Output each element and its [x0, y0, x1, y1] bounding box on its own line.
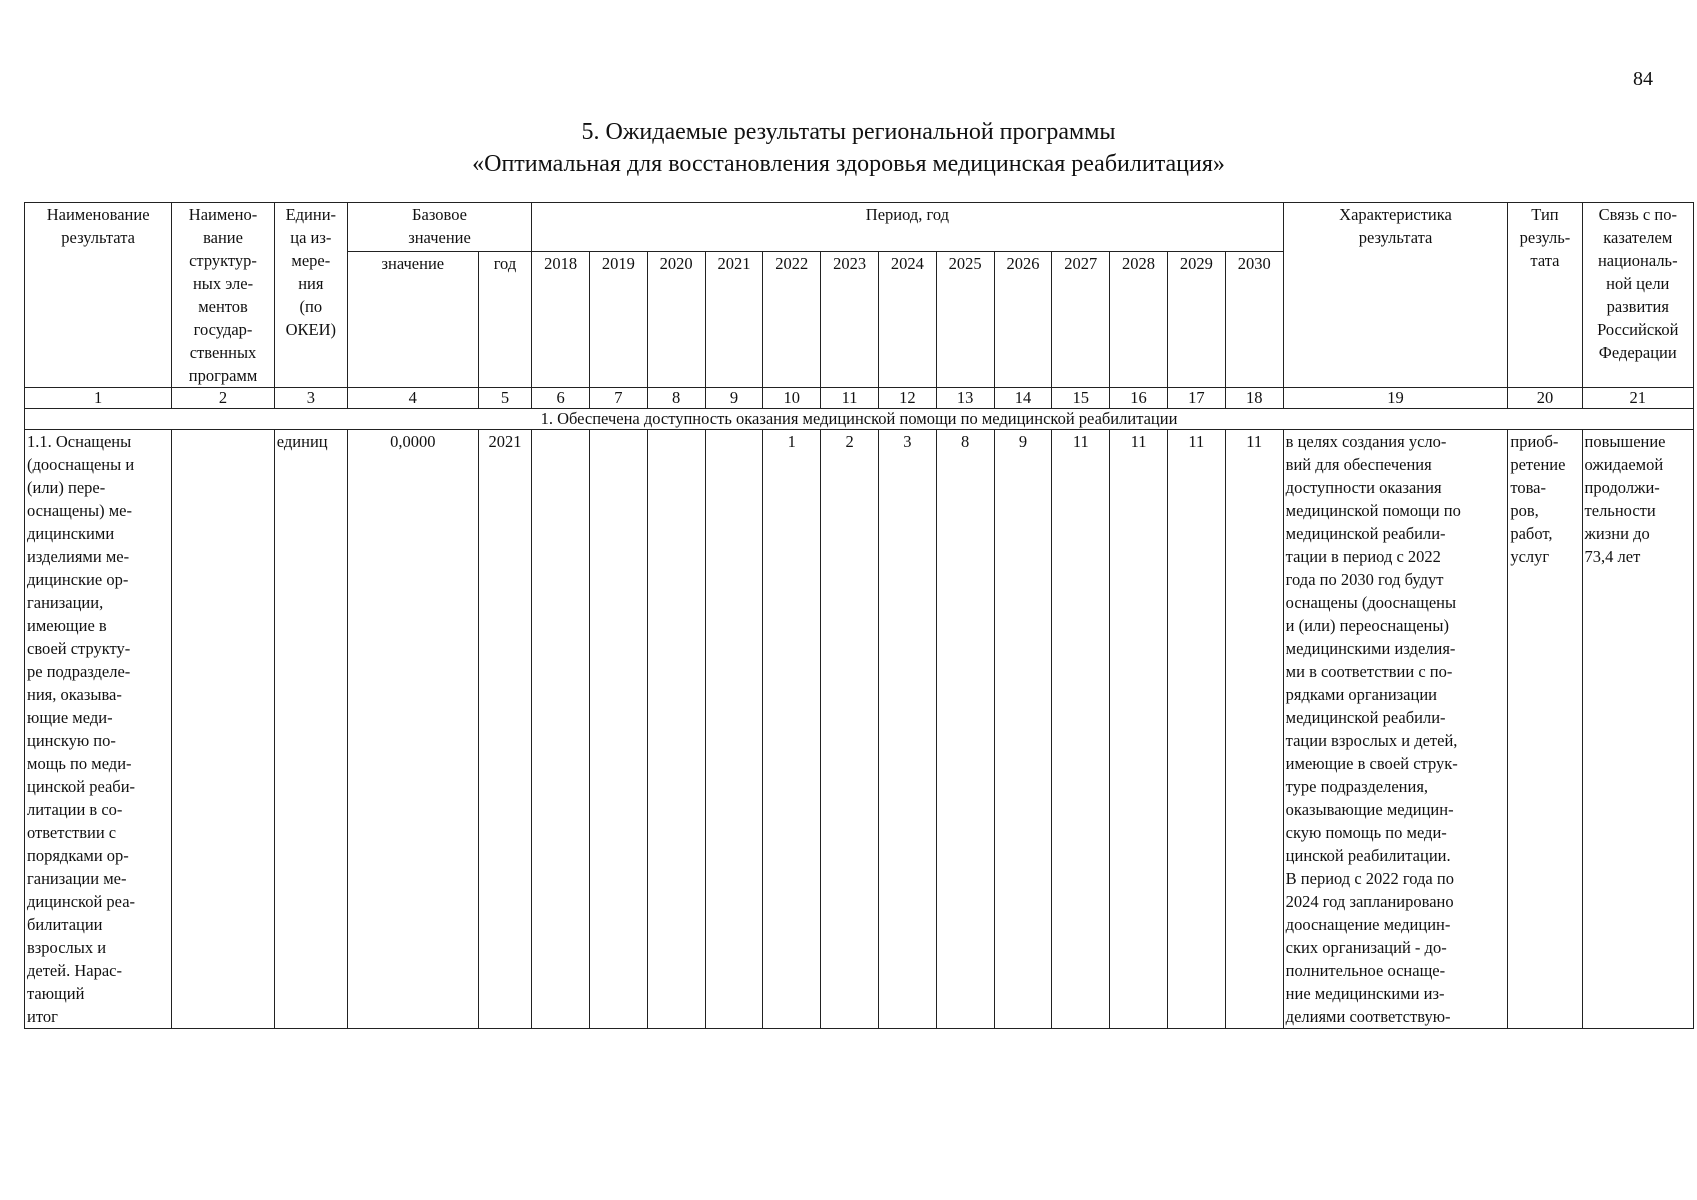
header-year: 2020	[647, 252, 705, 388]
year-value-cell: 11	[1052, 430, 1110, 1029]
column-number: 11	[821, 388, 879, 409]
title-line-1: 5. Ожидаемые результаты региональной программы	[581, 119, 1116, 145]
header-year: 2019	[589, 252, 647, 388]
year-value-cell: 1	[763, 430, 821, 1029]
characteristic-cell: в целях создания усло- вий для обеспечения доступности оказания медицинской помощи по медицинской реабили- тации в период с 2022 года по 2030 год будут оснащены (дооснащены и (или) переоснащены) медицинскими изделия- ми в соответствии с по- рядками организации медицинской реабили- тации взрослых и детей, имеющие в своей струк- туре подразделения, оказывающие медицин- скую помощь по меди- цинской реабилитации. В период с 2022 года по 2024 год запланировано дооснащение медицин- ских организаций - до- полнительное оснаще- ние медицинскими из- делиями соответствую-	[1283, 430, 1508, 1029]
header-year: 2022	[763, 252, 821, 388]
column-number: 12	[878, 388, 936, 409]
page-number: 84	[1633, 68, 1653, 90]
results-table	[24, 202, 1694, 1029]
header-type: Тип резуль- тата	[1508, 203, 1582, 388]
column-number: 9	[705, 388, 763, 409]
year-value-cell: 8	[936, 430, 994, 1029]
column-number: 1	[25, 388, 172, 409]
column-number: 15	[1052, 388, 1110, 409]
result-name-cell: 1.1. Оснащены (дооснащены и (или) пере- оснащены) ме- дицинскими изделиями ме- дицинские ор- ганизации, имеющие в своей структу- ре подразделе- ния, оказыва- ющие меди- цинскую по- мощь по меди- цинской реаби- литации в со- ответствии с порядками ор- ганизации ме- дицинской реа- билитации взрослых и детей. Нарас- тающий итог	[25, 430, 172, 1029]
year-value-cell: 11	[1110, 430, 1168, 1029]
base-year-cell: 2021	[478, 430, 531, 1029]
header-unit: Едини- ца из- мере- ния (по ОКЕИ)	[274, 203, 347, 388]
year-value-cell	[589, 430, 647, 1029]
struct-cell	[172, 430, 275, 1029]
column-number: 2	[172, 388, 275, 409]
base-value-cell: 0,0000	[347, 430, 478, 1029]
year-value-cell	[532, 430, 590, 1029]
header-year: 2027	[1052, 252, 1110, 388]
year-value-cell	[647, 430, 705, 1029]
national-goal-link-cell: повышение ожидаемой продолжи- тельности жизни до 73,4 лет	[1582, 430, 1693, 1029]
column-number: 3	[274, 388, 347, 409]
column-number: 19	[1283, 388, 1508, 409]
header-link: Связь с по- казателем националь- ной цели развития Российской Федерации	[1582, 203, 1693, 388]
year-value-cell: 2	[821, 430, 879, 1029]
column-number: 13	[936, 388, 994, 409]
column-number: 16	[1110, 388, 1168, 409]
column-number: 14	[994, 388, 1052, 409]
header-year: 2024	[878, 252, 936, 388]
header-base: Базовое значение	[347, 203, 531, 252]
header-name: Наименование результата	[25, 203, 172, 388]
column-number: 8	[647, 388, 705, 409]
header-year: 2029	[1167, 252, 1225, 388]
column-number: 18	[1225, 388, 1283, 409]
header-year: 2026	[994, 252, 1052, 388]
header-period: Период, год	[532, 203, 1283, 252]
section-title: 1. Обеспечена доступность оказания медицинской помощи по медицинской реабилитации	[25, 409, 1694, 430]
header-characteristic: Характеристика результата	[1283, 203, 1508, 388]
header-base-value: значение	[347, 252, 478, 388]
year-value-cell: 11	[1167, 430, 1225, 1029]
column-number-row	[25, 388, 1694, 409]
column-number: 21	[1582, 388, 1693, 409]
column-number: 5	[478, 388, 531, 409]
header-year: 2018	[532, 252, 590, 388]
header-year: 2028	[1110, 252, 1168, 388]
header-year: 2023	[821, 252, 879, 388]
column-number: 20	[1508, 388, 1582, 409]
table-row	[25, 430, 1694, 1029]
result-type-cell: приоб- ретение това- ров, работ, услуг	[1508, 430, 1582, 1029]
header-year: 2030	[1225, 252, 1283, 388]
year-value-cell: 11	[1225, 430, 1283, 1029]
document-title	[0, 116, 1697, 180]
header-struct: Наимено- вание структур- ных эле- ментов государ- ственных программ	[172, 203, 275, 388]
title-line-2: «Оптимальная для восстановления здоровья медицинская реабилитация»	[472, 151, 1225, 177]
column-number: 17	[1167, 388, 1225, 409]
header-year: 2025	[936, 252, 994, 388]
column-number: 10	[763, 388, 821, 409]
header-year: 2021	[705, 252, 763, 388]
year-value-cell: 9	[994, 430, 1052, 1029]
column-number: 7	[589, 388, 647, 409]
year-value-cell	[705, 430, 763, 1029]
column-number: 6	[532, 388, 590, 409]
header-base-year: год	[478, 252, 531, 388]
unit-cell: единиц	[274, 430, 347, 1029]
year-value-cell: 3	[878, 430, 936, 1029]
column-number: 4	[347, 388, 478, 409]
